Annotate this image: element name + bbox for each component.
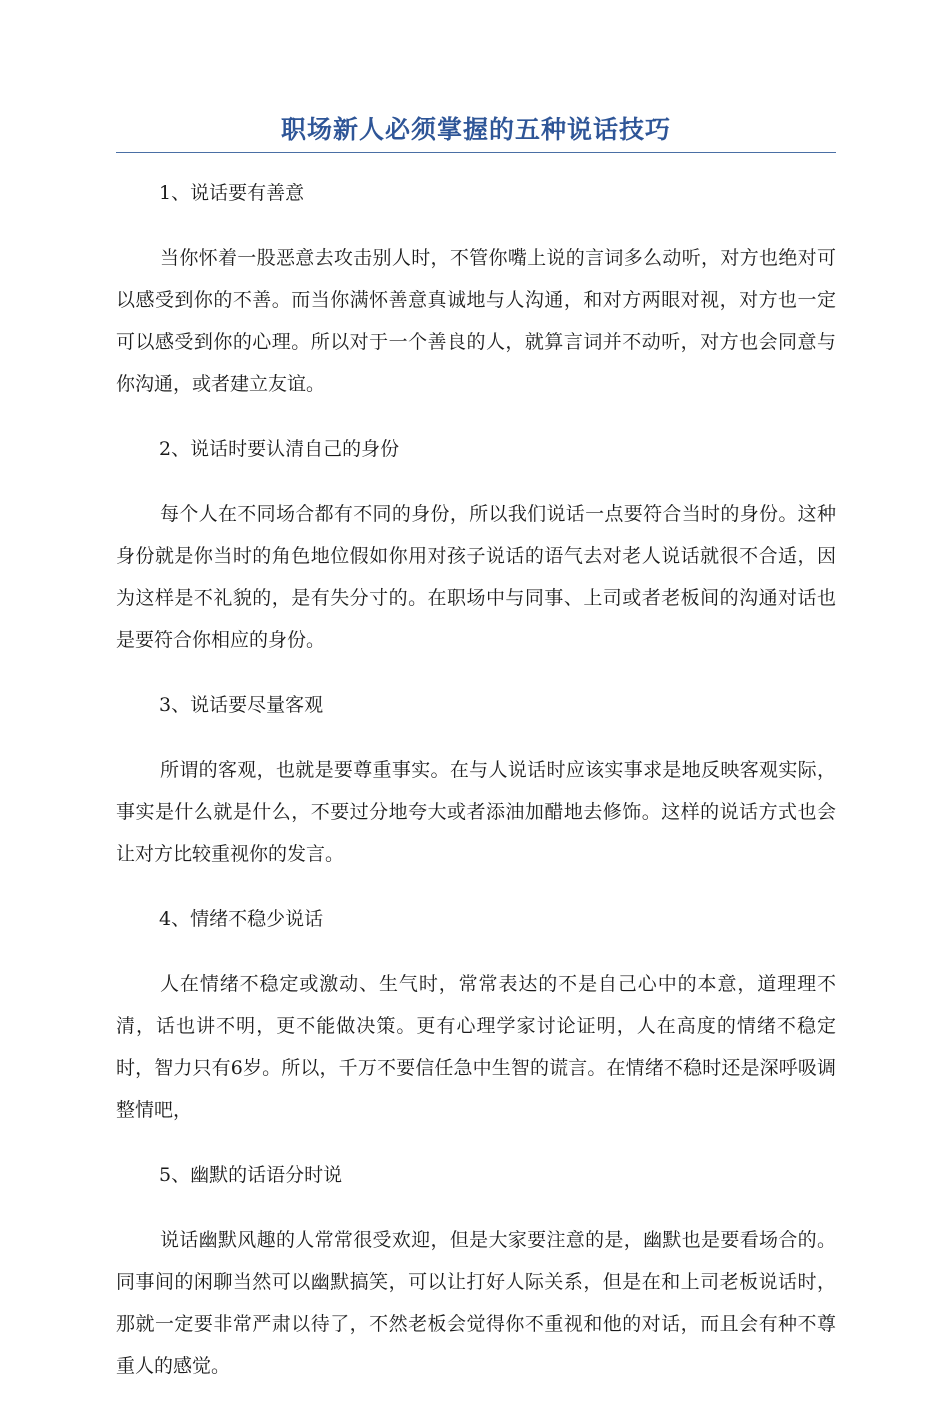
section-heading-5: 5、幽默的话语分时说 (159, 1164, 343, 1186)
section-paragraph-1: 当你怀着一股恶意去攻击别人时，不管你嘴上说的言词多么动听，对方也绝对可以感受到你的不善。而当你满怀善意真诚地与人沟通，和对方两眼对视，对方也一定可以感受到你的心理。所以对于一个善良的人，就算言词并不动听，对方也会同意与你沟通，或者建立友谊。 (116, 247, 836, 395)
title-underline (116, 152, 836, 153)
section-paragraph-3: 所谓的客观，也就是要尊重事实。在与人说话时应该实事求是地反映客观实际，事实是什么就是什么，不要过分地夸大或者添油加醋地去修饰。这样的说话方式也会让对方比较重视你的发言。 (116, 759, 836, 865)
document-title: 职场新人必须掌握的五种说话技巧 (280, 115, 671, 144)
section-heading-3: 3、说话要尽量客观 (159, 694, 324, 716)
section-paragraph-4: 人在情绪不稳定或激动、生气时，常常表达的不是自己心中的本意，道理理不清，话也讲不明，更不能做决策。更有心理学家讨论证明，人在高度的情绪不稳定时，智力只有6岁。所以，千万不要信任急中生智的谎言。在情绪不稳时还是深呼吸调整情吧， (116, 973, 836, 1121)
section-paragraph-2: 每个人在不同场合都有不同的身份，所以我们说话一点要符合当时的身份。这种身份就是你当时的角色地位假如你用对孩子说话的语气去对老人说话就很不合适，因为这样是不礼貌的，是有失分寸的。在职场中与同事、上司或者老板间的沟通对话也是要符合你相应的身份。 (116, 503, 836, 651)
document-page (116, 112, 836, 1410)
section-heading-1: 1、说话要有善意 (159, 182, 305, 204)
section-paragraph-5: 说话幽默风趣的人常常很受欢迎，但是大家要注意的是，幽默也是要看场合的。同事间的闲聊当然可以幽默搞笑，可以让打好人际关系，但是在和上司老板说话时，那就一定要非常严肃以待了，不然老板会觉得你不重视和他的对话，而且会有种不尊重人的感觉。 (116, 1229, 836, 1377)
section-heading-2: 2、说话时要认清自己的身份 (159, 438, 400, 460)
section-heading-4: 4、情绪不稳少说话 (159, 908, 324, 930)
